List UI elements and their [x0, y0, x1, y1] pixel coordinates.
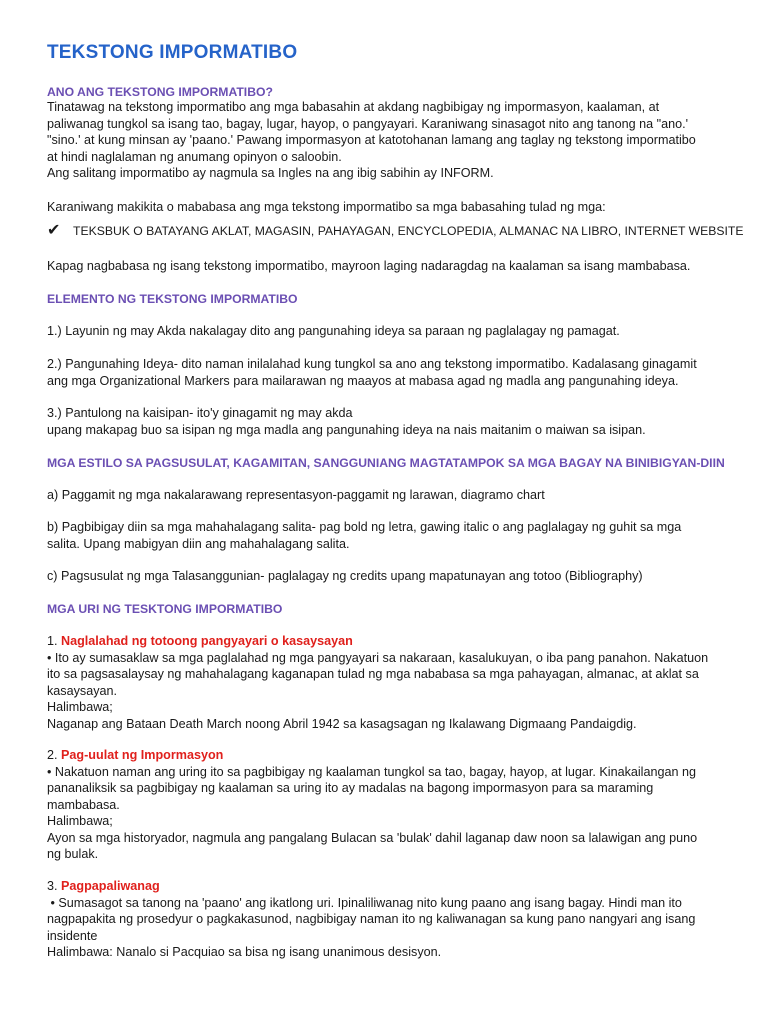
item-title: Naglalahad ng totoong pangyayari o kasaysayan — [61, 634, 353, 648]
text-line: salita. Upang mabigyan diin ang mahahalagang salita. — [47, 536, 350, 551]
text-line: kasaysayan. — [47, 683, 118, 698]
text-line: Ang salitang impormatibo ay nagmula sa Ingles na ang ibig sabihin ay INFORM. — [47, 166, 494, 180]
paragraph-definition — [47, 99, 727, 182]
text-line: ito sa pagsasalaysay ng mahahalagang kaganapan tulad ng mga nababasa sa mga pahayagan, almanac, at aklat sa — [47, 667, 699, 681]
text-line: ang mga Organizational Markers para mailarawan ng maayos at mabasa agad ng madla ang pangunahing ideya. — [47, 373, 679, 388]
item-number: 2. — [47, 748, 62, 762]
item-number: 3. — [47, 879, 62, 893]
checkmark-icon: ✔ — [47, 222, 61, 239]
item-number: 1. — [47, 634, 62, 648]
text-line: Halimbawa; — [47, 814, 113, 828]
text-line: Naganap ang Bataan Death March noong Abril 1942 sa kasagsagan ng Ikalawang Digmaang Pandaigdig. — [47, 716, 637, 731]
text-line: Halimbawa; — [47, 700, 113, 714]
text-line: paliwanag tungkol sa isang tao, bagay, lugar, hayop, o pangyayari. Karaniwang sinasagot nito ang tanong na "ano.' — [47, 116, 688, 131]
section-heading-ano: ANO ANG TEKSTONG IMPORMATIBO? — [47, 85, 273, 99]
paragraph-sources-intro: Karaniwang makikita o mababasa ang mga tekstong impormatibo sa mga babasahing tulad ng mga: — [47, 200, 606, 214]
elemento-item-1: 1.) Layunin ng may Akda nakalagay dito ang pangunahing ideya sa paraan ng paglalagay ng pamagat. — [47, 324, 620, 338]
section-heading-uri: MGA URI NG TESKTONG IMPORMATIBO — [47, 602, 283, 616]
text-line: b) Pagbibigay diin sa mga mahahalagang salita- pag bold ng letra, gawing italic o ang paglalagay ng guhit sa mga — [47, 520, 682, 534]
item-title: Pagpapaliwanag — [61, 879, 160, 893]
text-line: • Ito ay sumasaklaw sa mga paglalahad ng mga pangyayari sa nakaraan, kasalukuyan, o iba pang panahon. Nakatuon — [47, 650, 709, 665]
text-line: "sino.' at kung minsan ay 'paano.' Pawang impormasyon at katotohanan lamang ang taglay ng tekstong impormatibo — [47, 133, 696, 147]
text-line: at hindi naglalaman ng anumang opinyon o saloobin. — [47, 149, 342, 164]
estilo-item-a: a) Paggamit ng mga nakalarawang representasyon-paggamit ng larawan, diagramo chart — [47, 488, 545, 502]
text-line: mambabasa. — [47, 797, 120, 812]
estilo-item-c: c) Pagsusulat ng mga Talasanggunian- paglalagay ng credits upang mapatunayan ang totoo (Bibliography) — [47, 569, 643, 583]
text-line: ng bulak. — [47, 847, 99, 861]
estilo-item-b — [47, 519, 727, 552]
checklist-item — [47, 220, 743, 240]
section-heading-elemento: ELEMENTO NG TEKSTONG IMPORMATIBO — [47, 292, 298, 306]
uri-item-3 — [47, 878, 727, 961]
uri-item-1 — [47, 633, 727, 732]
checklist-text: TEKSBUK O BATAYANG AKLAT, MAGASIN, PAHAYAGAN, ENCYCLOPEDIA, ALMANAC NA LIBRO, INTERNET WEBSITE — [73, 224, 744, 238]
elemento-item-3 — [47, 405, 727, 438]
text-line: • Sumasagot sa tanong na 'paano' ang ikatlong uri. Ipinaliliwanag nito kung paano ang isang bagay. Hindi man ito — [47, 895, 682, 910]
elemento-item-2 — [47, 356, 727, 389]
text-line: Ayon sa mga historyador, nagmula ang pangalang Bulacan sa 'bulak' dahil laganap daw noon sa lalawigan ang puno — [47, 830, 698, 845]
uri-item-2 — [47, 747, 727, 863]
text-line: nagpapakita ng prosedyur o pagkakasunod, nagbibigay naman ito ng kaliwanagan sa kung pano nangyari ang isang — [47, 912, 696, 926]
text-line: Tinatawag na tekstong impormatibo ang mga babasahin at akdang nagbibigay ng impormasyon, kaalaman, at — [47, 100, 660, 114]
section-heading-estilo: MGA ESTILO SA PAGSUSULAT, KAGAMITAN, SANGGUNIANG MAGTATAMPOK SA MGA BAGAY NA BINIBIGYAN-DIIN — [47, 456, 725, 470]
text-line: 3.) Pantulong na kaisipan- ito'y ginagamit ng may akda — [47, 406, 353, 420]
text-line: Halimbawa: Nanalo si Pacquiao sa bisa ng isang unanimous desisyon. — [47, 945, 442, 959]
text-line: 2.) Pangunahing Ideya- dito naman inilalahad kung tungkol sa ano ang tekstong impormatibo. Kadalasang ginagamit — [47, 357, 697, 371]
text-line: pananaliksik sa pagbibigay ng kaalaman sa uring ito ay madalas na bagong impormasyon para sa maraming — [47, 781, 654, 795]
item-title: Pag-uulat ng Impormasyon — [61, 748, 224, 762]
text-line: • Nakatuon naman ang uring ito sa pagbibigay ng kaalaman tungkol sa tao, bagay, hayop, at lugar. Kinakailangan ng — [47, 764, 697, 779]
paragraph-kapag: Kapag nagbabasa ng isang tekstong impormatibo, mayroon laging nadaragdag na kaalaman sa isang mambabasa. — [47, 259, 691, 273]
text-line: insidente — [47, 928, 98, 943]
text-line: upang makapag buo sa isipan ng mga madla ang pangunahing ideya na nais maitanim o maiwan sa isipan. — [47, 422, 646, 437]
page-title: TEKSTONG IMPORMATIBO — [47, 42, 298, 63]
